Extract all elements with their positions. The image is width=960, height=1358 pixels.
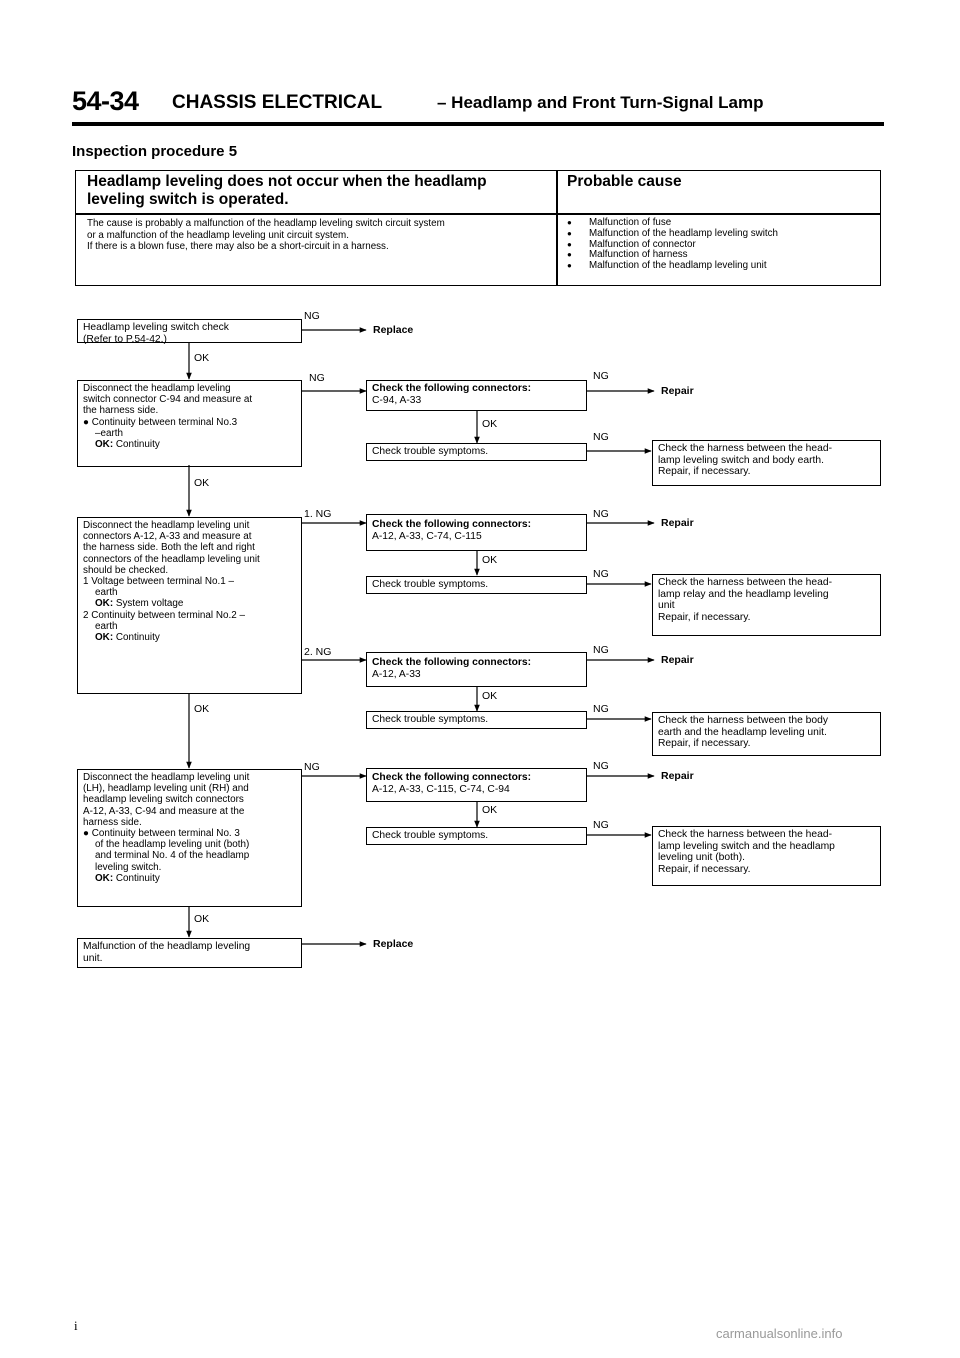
step-line: the harness side. [83, 405, 159, 417]
harness-line: Check the harness between the body [658, 715, 829, 726]
action-repair: Repair [661, 385, 694, 397]
step-line: Headlamp leveling switch check [83, 322, 229, 333]
harness-check-d [652, 826, 881, 886]
harness-line: earth and the headlamp leveling unit. [658, 726, 827, 738]
action-repair: Repair [661, 770, 694, 782]
step-line: should be checked. [83, 564, 169, 576]
ok-criterion-label: OK: [95, 439, 114, 451]
check-connectors-a [366, 380, 587, 411]
ok-label: OK [194, 703, 210, 715]
ok-criterion-label: OK: [95, 598, 114, 610]
check-trouble-label: Check trouble symptoms. [372, 446, 489, 457]
check-connectors-title: Check the following connectors: [372, 657, 532, 668]
procedure-title: Inspection procedure 5 [72, 143, 238, 160]
harness-check-b [652, 574, 881, 636]
ok-label: OK [194, 352, 210, 364]
ok-label: OK [482, 690, 498, 702]
harness-line: leveling unit (both). [658, 852, 746, 863]
ok-criterion-label: OK: [95, 872, 114, 884]
ok-criterion-value: Continuity [115, 872, 160, 884]
action-replace: Replace [373, 324, 414, 336]
check-trouble-b [366, 576, 587, 594]
check-connectors-d [366, 768, 587, 802]
ok-criterion-label: OK: [95, 632, 114, 644]
ok-label: OK [194, 477, 210, 489]
page-number: 54-34 [72, 86, 139, 116]
harness-line: lamp relay and the headlamp leveling [658, 588, 829, 600]
step-unit-connectors [77, 517, 302, 694]
ng-label: NG [309, 372, 325, 384]
step-switch-check [77, 319, 302, 343]
action-replace: Replace [373, 938, 414, 950]
step-line: –earth [95, 427, 124, 439]
harness-check-c [652, 712, 881, 756]
step-line: connectors of the headlamp leveling unit [83, 553, 260, 565]
cause-item: ● Malfunction of harness [567, 250, 778, 261]
probable-cause-heading: Probable cause [567, 173, 682, 190]
check-trouble-label: Check trouble symptoms. [372, 714, 489, 725]
step-line: ● Continuity between terminal No. 3 [83, 828, 240, 840]
step-line: (Refer to P.54-42.) [83, 333, 167, 345]
step-line: unit. [83, 952, 103, 964]
ng-label: NG [593, 370, 609, 382]
connector-list: A-12, A-33, C-115, C-74, C-94 [372, 783, 510, 795]
ng-label: 1. NG [304, 508, 332, 520]
ng-label: 2. NG [304, 646, 332, 658]
ok-criterion-value: System voltage [115, 598, 184, 610]
check-connectors-c [366, 652, 587, 687]
harness-check-a [652, 440, 881, 486]
step-line: and terminal No. 4 of the headlamp [95, 850, 250, 862]
ng-label: NG [593, 760, 609, 772]
step-line: earth [95, 587, 118, 599]
step-line: A-12, A-33, C-94 and measure at the [83, 805, 245, 817]
check-connectors-title: Check the following connectors: [372, 772, 532, 783]
step-line: of the headlamp leveling unit (both) [95, 839, 250, 851]
action-repair: Repair [661, 517, 694, 529]
step-line: Disconnect the headlamp leveling unit [83, 772, 250, 783]
ok-label: OK [482, 418, 498, 430]
ng-label: NG [593, 431, 609, 443]
ok-criterion-value: Continuity [115, 632, 160, 644]
action-repair: Repair [661, 654, 694, 666]
check-trouble-label: Check trouble symptoms. [372, 579, 489, 590]
harness-line: Check the harness between the head- [658, 577, 833, 588]
step-line: Disconnect the headlamp leveling unit [83, 520, 250, 531]
harness-line: Repair, if necessary. [658, 863, 751, 875]
cause-item: ● Malfunction of the headlamp leveling switch [567, 229, 778, 240]
step-line: headlamp leveling switch connectors [83, 794, 244, 806]
step-unit-malfunction [77, 938, 302, 968]
symptom-heading: Headlamp leveling does not occur when the headlamp leveling switch is operated. [87, 173, 487, 208]
step-line: ● Continuity between terminal No.3 [83, 416, 238, 428]
step-line: 1 Voltage between terminal No.1 – [83, 576, 234, 588]
check-trouble-a [366, 443, 587, 461]
connector-list: C-94, A-33 [372, 394, 422, 406]
ng-label: NG [304, 761, 320, 773]
check-trouble-c [366, 711, 587, 729]
section-title: CHASSIS ELECTRICAL [172, 92, 383, 113]
harness-line: Repair, if necessary. [658, 738, 751, 749]
step-line: (LH), headlamp leveling unit (RH) and [83, 783, 249, 795]
subsection-title: – Headlamp and Front Turn-Signal Lamp [437, 93, 764, 112]
check-trouble-label: Check trouble symptoms. [372, 830, 489, 841]
description-line: or a malfunction of the headlamp leveling unit circuit system. [87, 229, 349, 241]
watermark: carmanualsonline.info [716, 1326, 843, 1341]
harness-line: Check the harness between the head- [658, 443, 833, 454]
cause-item: ● Malfunction of the headlamp leveling unit [567, 261, 778, 272]
cause-item: ● Malfunction of fuse [567, 218, 778, 229]
harness-line: Repair, if necessary. [658, 611, 751, 623]
ng-label: NG [593, 819, 609, 831]
step-line: connectors A-12, A-33 and measure at [83, 531, 252, 543]
harness-line: Repair, if necessary. [658, 466, 751, 477]
harness-line: lamp leveling switch and the headlamp [658, 840, 835, 852]
harness-line: Check the harness between the head- [658, 829, 833, 840]
step-line: harness side. [83, 816, 142, 828]
description-line: The cause is probably a malfunction of the headlamp leveling switch circuit system [87, 218, 445, 229]
connector-list: A-12, A-33 [372, 668, 421, 680]
step-line: 2 Continuity between terminal No.2 – [83, 609, 245, 621]
page-mark: i [74, 1318, 78, 1333]
ok-label: OK [482, 804, 498, 816]
ng-label: NG [593, 508, 609, 520]
check-connectors-title: Check the following connectors: [372, 519, 532, 530]
harness-line: lamp leveling switch and body earth. [658, 454, 824, 466]
step-line: the harness side. Both the left and right [83, 542, 255, 554]
ok-label: OK [482, 554, 498, 566]
check-trouble-d [366, 827, 587, 845]
step-continuity-both [77, 769, 302, 907]
ng-label: NG [593, 703, 609, 715]
connector-list: A-12, A-33, C-74, C-115 [372, 530, 482, 542]
harness-line: unit [658, 600, 675, 611]
check-connectors-title: Check the following connectors: [372, 383, 532, 394]
step-line: Disconnect the headlamp leveling [83, 383, 231, 394]
step-line: switch connector C-94 and measure at [83, 394, 253, 406]
cause-item: ● Malfunction of connector [567, 240, 778, 251]
ok-label: OK [194, 913, 210, 925]
step-switch-connector [77, 380, 302, 467]
ng-label: NG [304, 310, 320, 322]
check-connectors-b [366, 514, 587, 551]
step-line: leveling switch. [95, 861, 162, 873]
ng-label: NG [593, 644, 609, 656]
ng-label: NG [593, 568, 609, 580]
ok-criterion-value: Continuity [115, 439, 160, 451]
step-line: earth [95, 620, 118, 632]
description-line: If there is a blown fuse, there may also be a short-circuit in a harness. [87, 241, 389, 252]
step-line: Malfunction of the headlamp leveling [83, 941, 251, 952]
